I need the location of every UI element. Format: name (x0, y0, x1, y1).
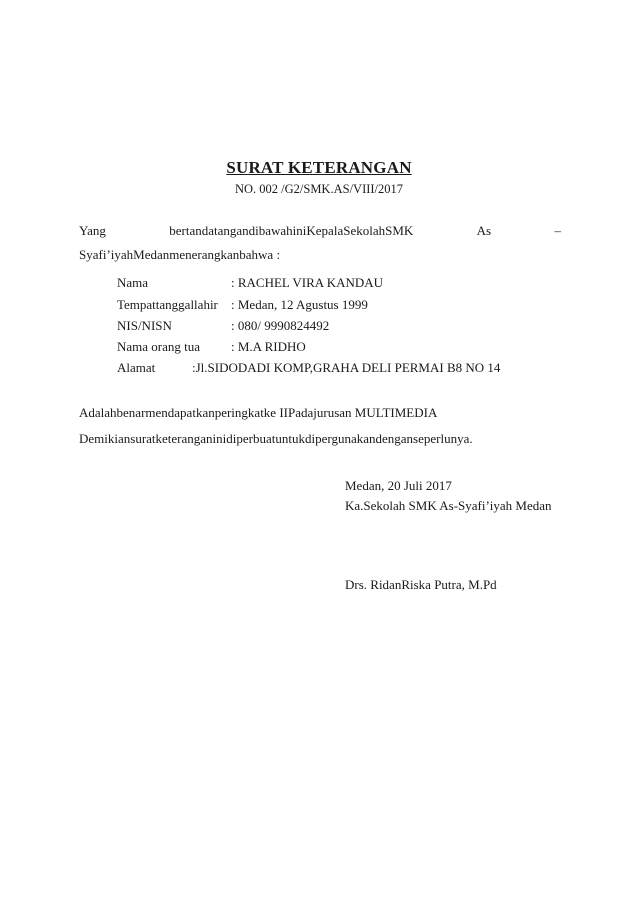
field-label: NIS/NISN (117, 318, 172, 333)
signature-place-date: Medan, 20 Juli 2017 (345, 478, 452, 493)
signature-position: Ka.Sekolah SMK As-Syafi’iyah Medan (345, 498, 552, 513)
field-label: Nama (117, 275, 149, 290)
intro-line-1 (79, 223, 561, 239)
intro-word-yang: Yang (79, 223, 106, 238)
paragraph-ranking: Adalahbenarmendapatkanperingkatke IIPadajurusan MULTIMEDIA (79, 405, 438, 420)
intro-dash: – (554, 223, 561, 238)
field-value: : Medan, 12 Agustus 1999 (231, 297, 368, 312)
intro-line-2: Syafi’iyahMedanmenerangkanbahwa : (79, 247, 281, 262)
field-value: : RACHEL VIRA KANDAU (231, 275, 384, 290)
field-value: : M.A RIDHO (231, 339, 306, 354)
field-label: Tempattanggallahir (117, 297, 218, 312)
intro-word-as: As (476, 223, 492, 238)
field-value: : 080/ 9990824492 (231, 318, 330, 333)
letter-number: NO. 002 /G2/SMK.AS/VIII/2017 (234, 182, 404, 196)
field-label: Alamat (117, 360, 156, 375)
field-label: Nama orang tua (117, 339, 201, 354)
signature-name: Drs. RidanRiska Putra, M.Pd (345, 577, 497, 592)
intro-word-middle: bertandatangandibawahiniKepalaSekolahSMK (169, 223, 414, 238)
letter-title: SURAT KETERANGAN (226, 158, 412, 177)
field-value: :Jl.SIDODADI KOMP,GRAHA DELI PERMAI B8 NO 14 (192, 360, 501, 375)
paragraph-closing: Demikiansuratketeranganinidiperbuatuntukdipergunakandenganseperlunya. (79, 431, 473, 446)
